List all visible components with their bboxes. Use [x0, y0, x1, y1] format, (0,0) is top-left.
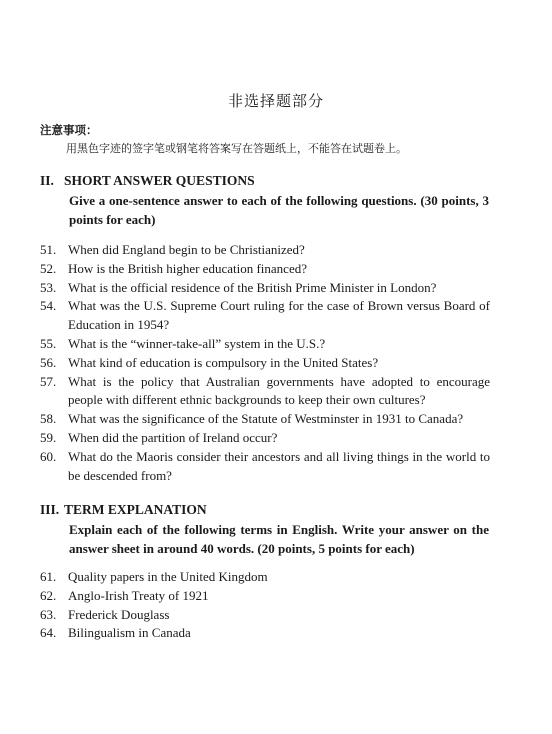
term-number: 62. [40, 587, 57, 603]
question-item [40, 429, 490, 448]
section-iii-heading [40, 502, 207, 518]
section-ii-title: SHORT ANSWER QUESTIONS [64, 173, 255, 188]
section-iii-title: TERM EXPLANATION [64, 502, 207, 517]
term-number: 61. [40, 569, 57, 584]
question-number: 58. [40, 411, 57, 427]
section-ii-instructions: Give a one-sentence answer to each of the following questions. (30 points, 3 points for each) [69, 193, 489, 227]
question-text: What was the U.S. Supreme Court ruling for the case of Brown versus Board of Education in 1954? [68, 298, 490, 333]
question-text: What is the official residence of the British Prime Minister in London? [68, 279, 437, 295]
question-number: 52. [40, 260, 57, 276]
question-number: 59. [40, 429, 57, 445]
term-text: Frederick Douglass [68, 606, 170, 622]
term-text: Quality papers in the United Kingdom [68, 569, 268, 584]
question-item [40, 354, 490, 373]
question-text: What kind of education is compulsory in the United States? [68, 354, 379, 370]
question-item [40, 410, 490, 429]
question-item [40, 260, 490, 279]
section-iii-instructions: Explain each of the following terms in English. Write your answer on the answer sheet in around 40 words. (20 points, 5 points for each) [69, 522, 489, 556]
question-number: 57. [40, 373, 57, 389]
term-list [40, 568, 490, 643]
question-text: What was the significance of the Statute of Westminster in 1931 to Canada? [68, 411, 464, 427]
term-number: 63. [40, 606, 57, 622]
question-item [40, 241, 490, 260]
question-item [40, 297, 490, 335]
question-text: When did the partition of Ireland occur? [68, 429, 278, 445]
question-number: 56. [40, 354, 57, 370]
question-item [40, 373, 490, 411]
question-item [40, 335, 490, 354]
question-text: What do the Maoris consider their ancestors and all living things in the world to be descended from? [68, 448, 490, 483]
notice-heading: 注意事项： [40, 123, 98, 137]
question-number: 51. [40, 242, 57, 257]
question-text: When did England begin to be Christianized? [68, 242, 305, 257]
term-item [40, 568, 490, 587]
question-list [40, 241, 490, 485]
term-text: Bilingualism in Canada [68, 625, 191, 641]
question-text: What is the “winner-take-all” system in the U.S.? [68, 335, 326, 351]
section-ii-number: II. [40, 173, 54, 188]
section-iii-number: III. [40, 502, 60, 517]
question-item [40, 279, 490, 298]
question-text: How is the British higher education financed? [68, 260, 307, 276]
question-text: What is the policy that Australian governments have adopted to encourage people with different ethnic backgrounds to keep their own cultures? [68, 373, 490, 408]
section-ii-heading [40, 173, 255, 189]
term-item [40, 587, 490, 606]
term-number: 64. [40, 625, 57, 641]
term-item [40, 606, 490, 625]
term-item [40, 624, 490, 643]
question-number: 60. [40, 448, 57, 464]
question-number: 54. [40, 298, 57, 314]
question-item [40, 448, 490, 486]
question-number: 53. [40, 279, 57, 295]
notice-text: 用黑色字迹的签字笔或钢笔将答案写在答题纸上，不能答在试题卷上。 [66, 142, 407, 155]
term-text: Anglo-Irish Treaty of 1921 [68, 587, 209, 603]
page-title: 非选择题部分 [227, 92, 324, 110]
question-number: 55. [40, 335, 57, 351]
